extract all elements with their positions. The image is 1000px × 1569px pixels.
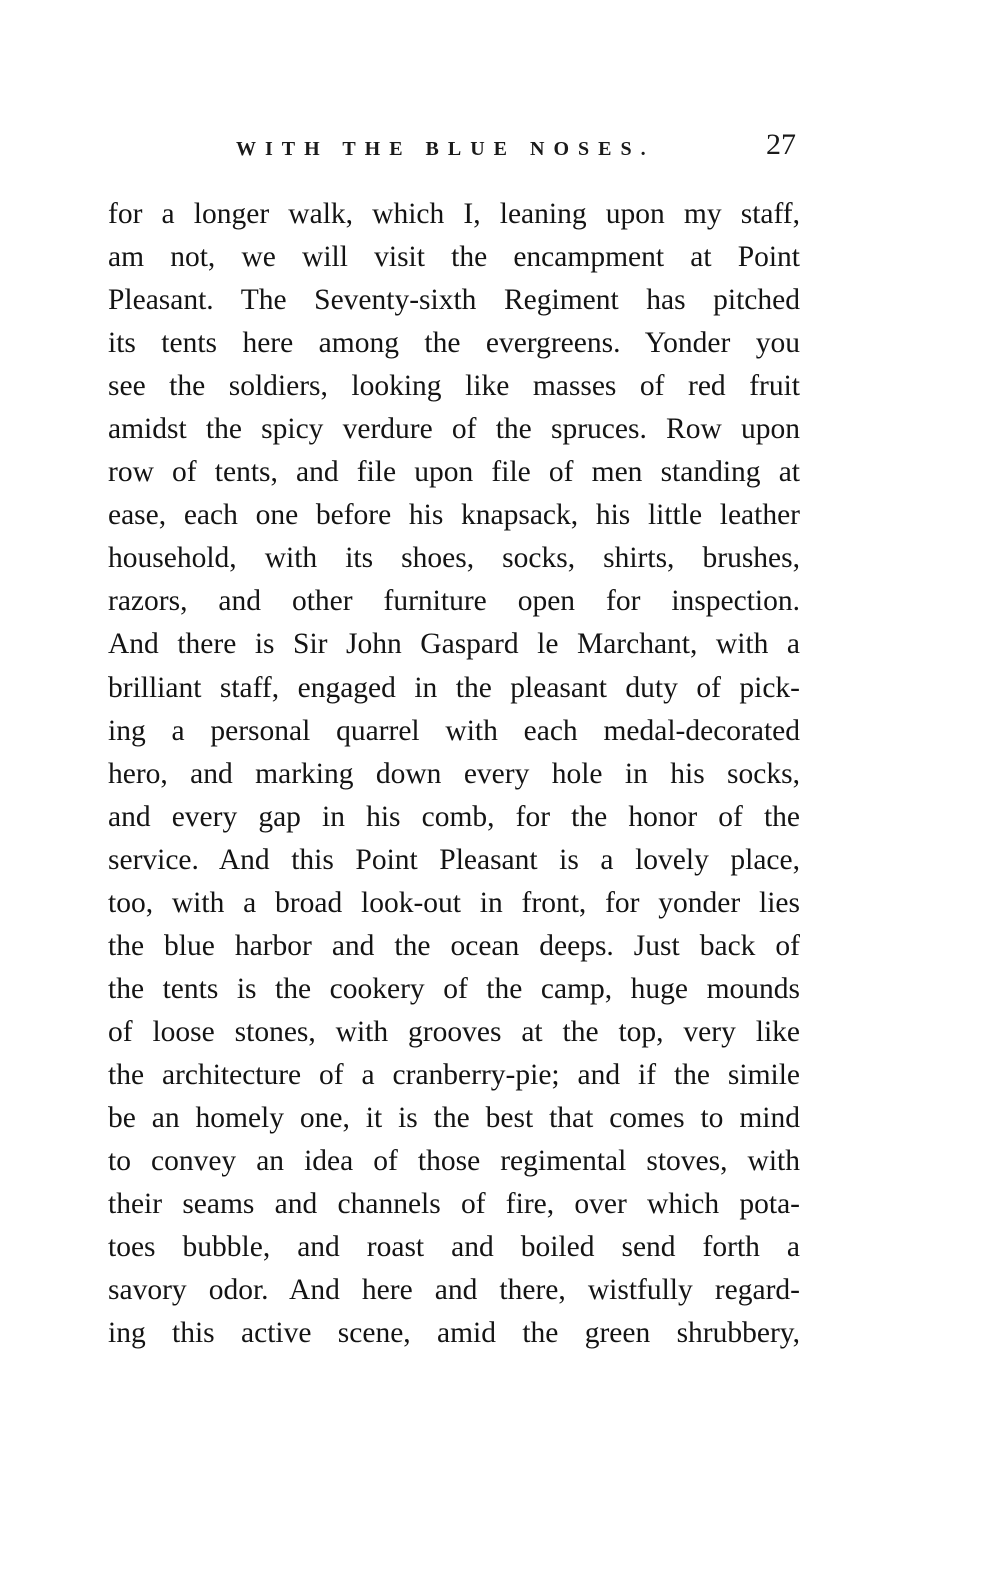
body-text	[108, 193, 800, 1355]
text-line: service. And this Point Pleasant is a lovely place,	[108, 843, 800, 876]
text-line: be an homely one, it is the best that comes to mind	[108, 1101, 800, 1134]
text-line: hero, and marking down every hole in his socks,	[108, 757, 800, 790]
text-line: the tents is the cookery of the camp, huge mounds	[108, 972, 800, 1005]
text-line: ease, each one before his knapsack, his little leather	[108, 499, 800, 532]
text-line: and every gap in his comb, for the honor of the	[108, 800, 800, 833]
text-line: see the soldiers, looking like masses of red fruit	[108, 370, 800, 403]
text-line: for a longer walk, which I, leaning upon my staff,	[108, 198, 800, 230]
text-line: savory odor. And here and there, wistfully regard-	[108, 1274, 800, 1307]
text-line: brilliant staff, engaged in the pleasant duty of pick-	[108, 671, 800, 704]
text-line: Pleasant. The Seventy-sixth Regiment has pitched	[108, 284, 800, 317]
page-number: 27	[766, 128, 796, 161]
text-line: their seams and channels of fire, over which pota-	[108, 1188, 800, 1221]
text-line: household, with its shoes, socks, shirts, brushes,	[108, 542, 800, 575]
text-line: And there is Sir John Gaspard le Marchant, with a	[108, 628, 800, 661]
text-line: to convey an idea of those regimental stoves, with	[108, 1145, 800, 1178]
text-line: row of tents, and file upon file of men standing at	[108, 456, 800, 489]
text-line: the architecture of a cranberry-pie; and if the simile	[108, 1058, 800, 1091]
text-line: amidst the spicy verdure of the spruces. Row upon	[108, 413, 800, 446]
text-line: am not, we will visit the encampment at Point	[108, 241, 800, 274]
text-line: its tents here among the evergreens. Yonder you	[108, 327, 800, 360]
text-line: of loose stones, with grooves at the top, very like	[108, 1015, 800, 1048]
text-line: ing this active scene, amid the green shrubbery,	[108, 1317, 800, 1350]
text-line: ing a personal quarrel with each medal-decorated	[108, 714, 800, 747]
text-line: razors, and other furniture open for inspection.	[108, 585, 800, 618]
text-line: too, with a broad look-out in front, for yonder lies	[108, 886, 800, 919]
running-head: WITH THE BLUE NOSES.	[236, 138, 655, 160]
text-line: toes bubble, and roast and boiled send forth a	[108, 1231, 800, 1264]
text-line: the blue harbor and the ocean deeps. Just back of	[108, 929, 800, 962]
